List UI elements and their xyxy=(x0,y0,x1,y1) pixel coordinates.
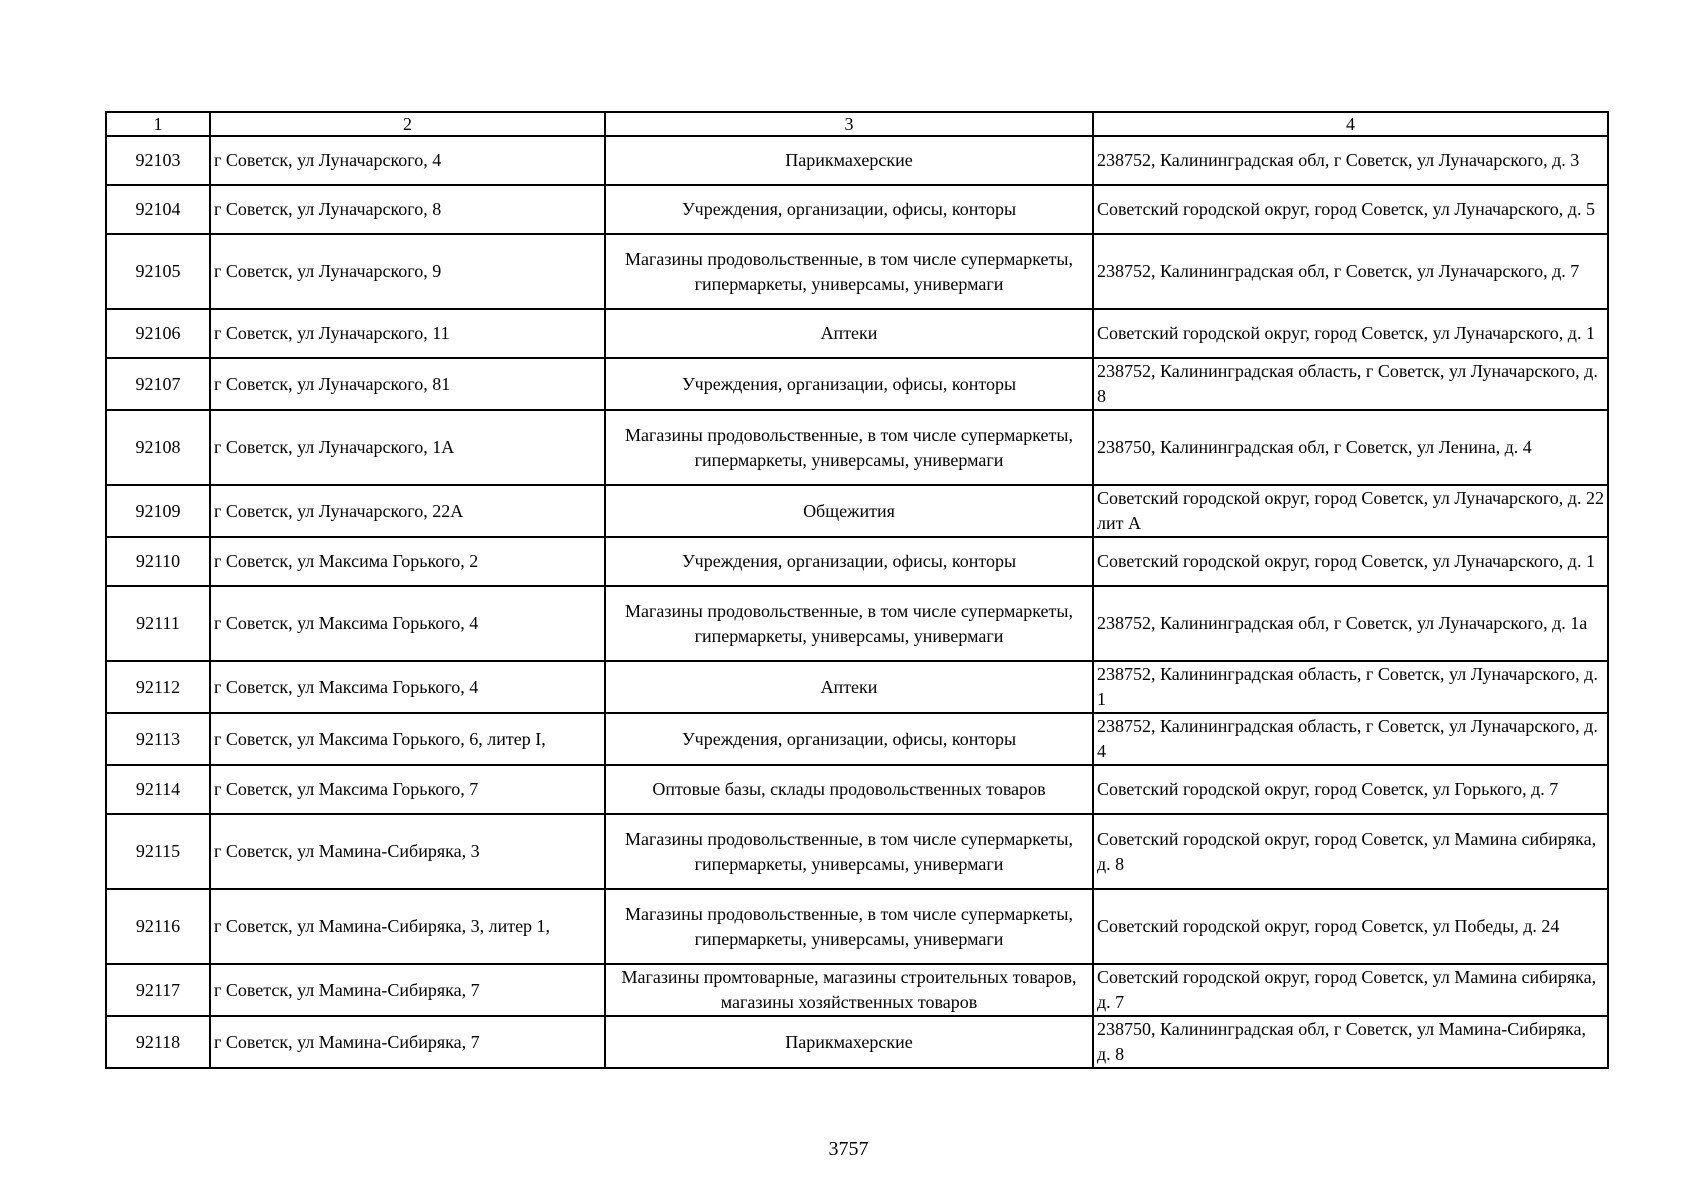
cell-location: 238752, Калининградская область, г Советск, ул Луначарского, д. 1 xyxy=(1093,661,1608,713)
table-row xyxy=(106,234,1608,309)
table-row xyxy=(106,814,1608,889)
cell-id: 92116 xyxy=(106,889,210,964)
cell-id: 92106 xyxy=(106,309,210,358)
column-header-4: 4 xyxy=(1093,112,1608,136)
table-row xyxy=(106,309,1608,358)
cell-address: г Советск, ул Луначарского, 11 xyxy=(210,309,605,358)
cell-category: Оптовые базы, склады продовольственных товаров xyxy=(605,765,1093,814)
cell-location: Советский городской округ, город Советск, ул Луначарского, д. 5 xyxy=(1093,185,1608,234)
cell-id: 92105 xyxy=(106,234,210,309)
cell-category: Парикмахерские xyxy=(605,1016,1093,1068)
cell-category: Магазины промтоварные, магазины строительных товаров, магазины хозяйственных товаров xyxy=(605,964,1093,1016)
table-row xyxy=(106,713,1608,765)
table-row xyxy=(106,358,1608,410)
cell-location: Советский городской округ, город Советск, ул Луначарского, д. 1 xyxy=(1093,537,1608,586)
table-row xyxy=(106,889,1608,964)
cell-id: 92115 xyxy=(106,814,210,889)
cell-location: 238752, Калининградская область, г Советск, ул Луначарского, д. 4 xyxy=(1093,713,1608,765)
table-row xyxy=(106,185,1608,234)
cell-location: 238750, Калининградская обл, г Советск, ул Ленина, д. 4 xyxy=(1093,410,1608,485)
table-row xyxy=(106,661,1608,713)
cell-location: Советский городской округ, город Советск, ул Луначарского, д. 1 xyxy=(1093,309,1608,358)
cell-address: г Советск, ул Мамина-Сибиряка, 7 xyxy=(210,964,605,1016)
cell-category: Магазины продовольственные, в том числе супермаркеты, гипермаркеты, универсамы, универмаги xyxy=(605,410,1093,485)
cell-category: Магазины продовольственные, в том числе супермаркеты, гипермаркеты, универсамы, универмаги xyxy=(605,586,1093,661)
cell-id: 92118 xyxy=(106,1016,210,1068)
cell-location: 238750, Калининградская обл, г Советск, ул Мамина-Сибиряка, д. 8 xyxy=(1093,1016,1608,1068)
cell-category: Аптеки xyxy=(605,309,1093,358)
cell-address: г Советск, ул Луначарского, 81 xyxy=(210,358,605,410)
table-row xyxy=(106,964,1608,1016)
cell-address: г Советск, ул Максима Горького, 6, литер I, xyxy=(210,713,605,765)
cell-id: 92104 xyxy=(106,185,210,234)
cell-id: 92114 xyxy=(106,765,210,814)
cell-location: 238752, Калининградская область, г Советск, ул Луначарского, д. 8 xyxy=(1093,358,1608,410)
cell-address: г Советск, ул Луначарского, 1А xyxy=(210,410,605,485)
cell-category: Учреждения, организации, офисы, конторы xyxy=(605,713,1093,765)
cell-category: Учреждения, организации, офисы, конторы xyxy=(605,185,1093,234)
column-header-1: 1 xyxy=(106,112,210,136)
cell-id: 92110 xyxy=(106,537,210,586)
cell-category: Магазины продовольственные, в том числе супермаркеты, гипермаркеты, универсамы, универмаги xyxy=(605,814,1093,889)
cell-category: Аптеки xyxy=(605,661,1093,713)
cell-address: г Советск, ул Луначарского, 4 xyxy=(210,136,605,185)
cell-category: Магазины продовольственные, в том числе супермаркеты, гипермаркеты, универсамы, универмаги xyxy=(605,234,1093,309)
cell-category: Общежития xyxy=(605,485,1093,537)
cell-id: 92107 xyxy=(106,358,210,410)
cell-location: 238752, Калининградская обл, г Советск, ул Луначарского, д. 1а xyxy=(1093,586,1608,661)
cell-category: Учреждения, организации, офисы, конторы xyxy=(605,537,1093,586)
cell-id: 92117 xyxy=(106,964,210,1016)
cell-category: Парикмахерские xyxy=(605,136,1093,185)
registry-table xyxy=(105,111,1609,1069)
cell-category: Магазины продовольственные, в том числе супермаркеты, гипермаркеты, универсамы, универмаги xyxy=(605,889,1093,964)
cell-location: Советский городской округ, город Советск, ул Луначарского, д. 22 лит А xyxy=(1093,485,1608,537)
cell-location: 238752, Калининградская обл, г Советск, ул Луначарского, д. 7 xyxy=(1093,234,1608,309)
table-row xyxy=(106,1016,1608,1068)
cell-address: г Советск, ул Мамина-Сибиряка, 3, литер 1, xyxy=(210,889,605,964)
column-header-3: 3 xyxy=(605,112,1093,136)
cell-address: г Советск, ул Максима Горького, 7 xyxy=(210,765,605,814)
cell-location: Советский городской округ, город Советск, ул Мамина сибиряка, д. 7 xyxy=(1093,964,1608,1016)
cell-id: 92109 xyxy=(106,485,210,537)
cell-address: г Советск, ул Луначарского, 22А xyxy=(210,485,605,537)
cell-id: 92111 xyxy=(106,586,210,661)
cell-location: 238752, Калининградская обл, г Советск, ул Луначарского, д. 3 xyxy=(1093,136,1608,185)
table-row xyxy=(106,136,1608,185)
page-number: 3757 xyxy=(828,1138,869,1160)
table-row xyxy=(106,410,1608,485)
cell-location: Советский городской округ, город Советск, ул Мамина сибиряка, д. 8 xyxy=(1093,814,1608,889)
cell-id: 92113 xyxy=(106,713,210,765)
cell-location: Советский городской округ, город Советск, ул Победы, д. 24 xyxy=(1093,889,1608,964)
cell-id: 92103 xyxy=(106,136,210,185)
table-row xyxy=(106,485,1608,537)
cell-address: г Советск, ул Максима Горького, 4 xyxy=(210,586,605,661)
cell-address: г Советск, ул Луначарского, 8 xyxy=(210,185,605,234)
cell-address: г Советск, ул Луначарского, 9 xyxy=(210,234,605,309)
cell-address: г Советск, ул Мамина-Сибиряка, 7 xyxy=(210,1016,605,1068)
table-header-row xyxy=(106,112,1608,136)
table-row xyxy=(106,586,1608,661)
cell-location: Советский городской округ, город Советск, ул Горького, д. 7 xyxy=(1093,765,1608,814)
cell-address: г Советск, ул Максима Горького, 4 xyxy=(210,661,605,713)
cell-address: г Советск, ул Максима Горького, 2 xyxy=(210,537,605,586)
cell-category: Учреждения, организации, офисы, конторы xyxy=(605,358,1093,410)
cell-address: г Советск, ул Мамина-Сибиряка, 3 xyxy=(210,814,605,889)
table-body xyxy=(106,112,1608,1068)
table-row xyxy=(106,765,1608,814)
column-header-2: 2 xyxy=(210,112,605,136)
cell-id: 92112 xyxy=(106,661,210,713)
table-row xyxy=(106,537,1608,586)
cell-id: 92108 xyxy=(106,410,210,485)
